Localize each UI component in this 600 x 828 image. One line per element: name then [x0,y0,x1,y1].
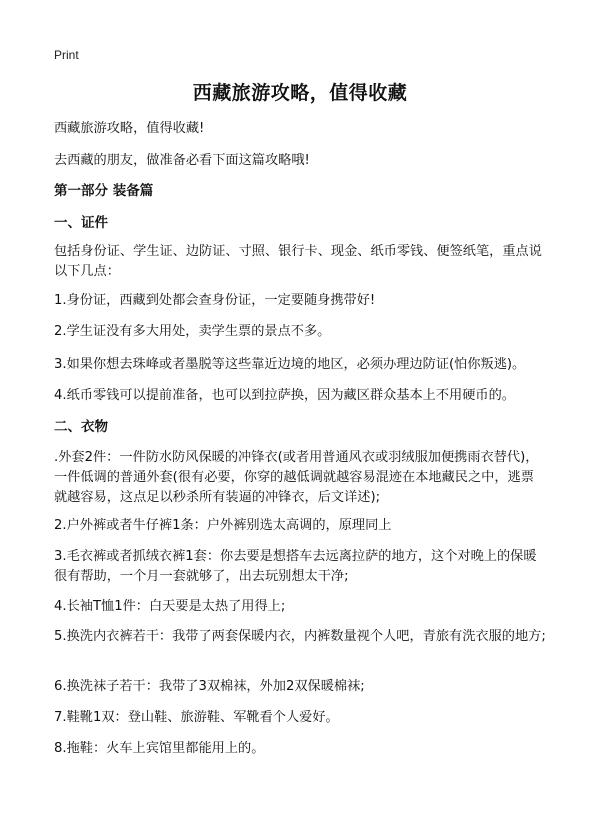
section1-item-3: 3.如果你想去珠峰或者墨脱等这些靠近边境的地区，必须办理边防证(怕你叛逃)。 [54,357,526,372]
section2-item-4: 4.长袖T恤1件：白天要是太热了用得上; [54,599,286,614]
section2-item-6: 6.换洗袜子若干：我带了3双棉袜，外加2双保暖棉袜; [54,679,365,694]
section2-item-8: 8.拖鞋：火车上宾馆里都能用上的。 [54,741,265,756]
section2-heading: 二、衣物 [54,419,108,435]
intro-line-1: 西藏旅游攻略，值得收藏! [54,121,205,136]
section2-item-5: 5.换洗内衣裤若干：我带了两套保暖内衣，内裤数量视个人吧，青旅有洗衣服的地方; [54,629,546,644]
section1-item-2: 2.学生证没有多大用处，卖学生票的景点不多。 [54,324,331,339]
page-title: 西藏旅游攻略，值得收藏 [192,82,408,104]
intro-line-2: 去西藏的朋友，做准备必看下面这篇攻略哦! [54,153,310,168]
section1-intro: 包括身份证、学生证、边防证、寸照、银行卡、现金、纸币零钱、便签纸笔，重点说以下几点： [54,244,542,279]
print-link[interactable]: Print [54,48,79,62]
section1-item-1: 1.身份证，西藏到处都会查身份证，一定要随身携带好! [54,293,376,308]
section2-item-7: 7.鞋靴1双：登山鞋、旅游鞋、军靴看个人爱好。 [54,710,339,725]
section2-item-1: .外套2件：一件防水防风保暖的冲锋衣(或者用普通风衣或羽绒服加便携雨衣替代)，一件低调的普通外套(很有必要，你穿的越低调就越容易混迹在本地藏民之中，逃票就越容易，这点足以秒杀所有装逼的冲锋衣，后文详述); [54,450,539,505]
part1-heading: 第一部分 装备篇 [54,183,154,199]
section1-heading: 一、证件 [54,215,108,231]
section1-item-4: 4.纸币零钱可以提前准备，也可以到拉萨换，因为藏区群众基本上不用硬币的。 [54,388,515,403]
section2-item-3: 3.毛衣裤或者抓绒衣裤1套：你去要是想搭车去远离拉萨的地方，这个对晚上的保暖很有帮助，一个月一套就够了，出去玩别想太干净; [54,549,537,584]
section2-item-2: 2.户外裤或者牛仔裤1条：户外裤别选太高调的，原理同上 [54,518,392,533]
